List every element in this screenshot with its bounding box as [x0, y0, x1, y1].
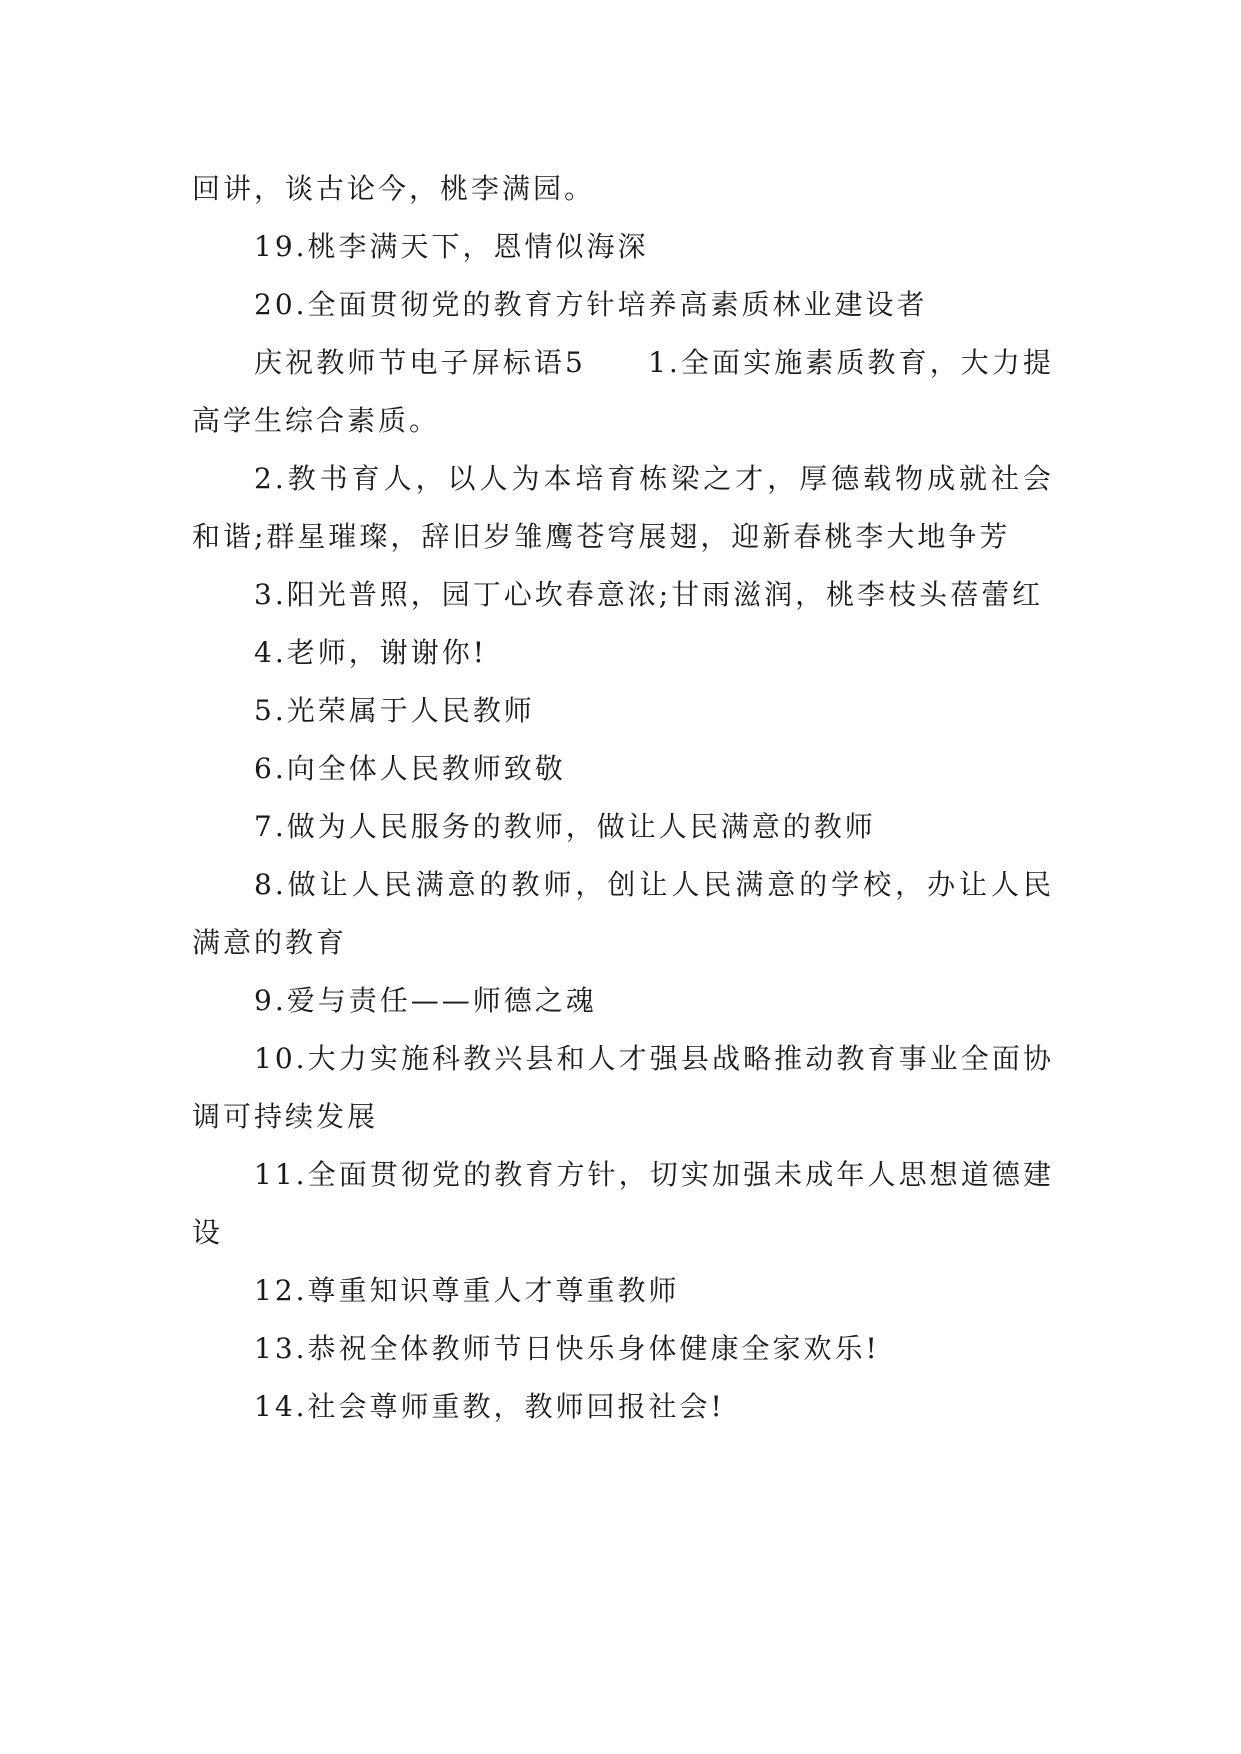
- paragraph: 回讲，谈古论今，桃李满园。: [192, 172, 596, 205]
- list-item: 8.做让人民满意的教师，创让人民满意的学校，办让人民满意的教育: [192, 868, 1054, 959]
- list-item: 10.大力实施科教兴县和人才强县战略推动教育事业全面协调可持续发展: [192, 1042, 1054, 1133]
- list-item: 20.全面贯彻党的教育方针培养高素质林业建设者: [254, 288, 928, 321]
- section-heading-paragraph: 庆祝教师节电子屏标语5 1.全面实施素质教育，大力提高学生综合素质。: [192, 346, 1054, 437]
- list-item: 4.老师，谢谢你!: [254, 636, 487, 669]
- list-item: 11.全面贯彻党的教育方针，切实加强未成年人思想道德建设: [192, 1158, 1054, 1249]
- list-item: 5.光荣属于人民教师: [254, 694, 535, 727]
- list-item: 6.向全体人民教师致敬: [254, 752, 566, 785]
- document-body: [192, 160, 1054, 1436]
- list-item: 13.恭祝全体教师节日快乐身体健康全家欢乐!: [254, 1332, 880, 1365]
- list-item: 2.教书育人，以人为本培育栋梁之才，厚德载物成就社会和谐;群星璀璨，辞旧岁雏鹰苍穹展翅，迎新春桃李大地争芳: [192, 462, 1054, 553]
- list-item: 19.桃李满天下，恩情似海深: [254, 230, 649, 263]
- list-item: 7.做为人民服务的教师，做让人民满意的教师: [254, 810, 876, 843]
- list-item: 14.社会尊师重教，教师回报社会!: [254, 1390, 725, 1423]
- list-item: 12.尊重知识尊重人才尊重教师: [254, 1274, 680, 1307]
- list-item: 3.阳光普照，园丁心坎春意浓;甘雨滋润，桃李枝头蓓蕾红: [254, 578, 1044, 611]
- list-item: 9.爱与责任——师德之魂: [254, 984, 597, 1017]
